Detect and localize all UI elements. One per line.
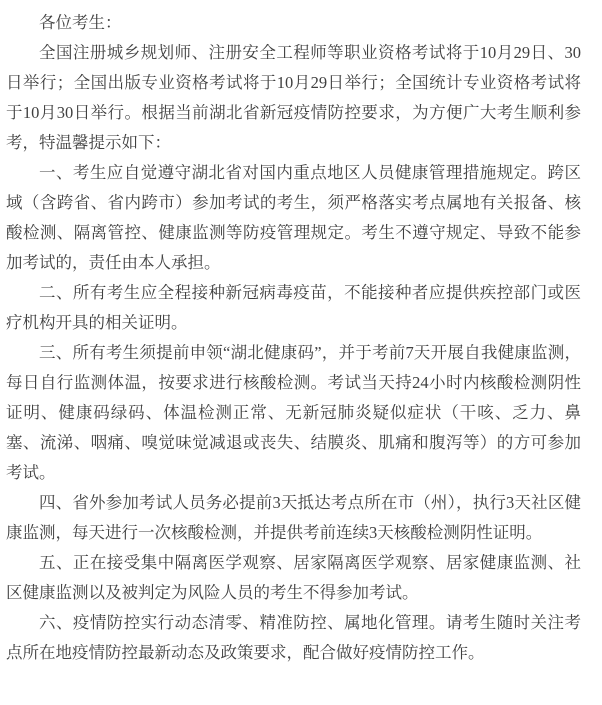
- intro-paragraph: 全国注册城乡规划师、注册安全工程师等职业资格考试将于10月29日、30日举行；全国出版专业资格考试将于10月29日举行；全国统计专业资格考试将于10月30日举行。根据当前湖北省新冠疫情防控要求，为方便广大考生顺利参考，特温馨提示如下：: [6, 43, 581, 152]
- salutation: 各位考生：: [39, 13, 122, 32]
- item-2-paragraph: 二、所有考生应全程接种新冠病毒疫苗，不能接种者应提供疾控部门或医疗机构开具的相关证明。: [6, 283, 581, 332]
- item-3-paragraph: 三、所有考生须提前申领“湖北健康码”，并于考前7天开展自我健康监测，每日自行监测体温，按要求进行核酸检测。考试当天持24小时内核酸检测阴性证明、健康码绿码、体温检测正常、无新冠肺炎疑似症状（干咳、乏力、鼻塞、流涕、咽痛、嗅觉味觉减退或丧失、结膜炎、肌痛和腹泻等）的方可参加考试。: [6, 343, 581, 482]
- item-5-paragraph: 五、正在接受集中隔离医学观察、居家隔离医学观察、居家健康监测、社区健康监测以及被判定为风险人员的考生不得参加考试。: [6, 553, 581, 602]
- item-6-paragraph: 六、疫情防控实行动态清零、精准防控、属地化管理。请考生随时关注考点所在地疫情防控最新动态及政策要求，配合做好疫情防控工作。: [6, 613, 581, 662]
- item-4-paragraph: 四、省外参加考试人员务必提前3天抵达考点所在市（州），执行3天社区健康监测，每天进行一次核酸检测，并提供考前连续3天核酸检测阴性证明。: [6, 493, 581, 542]
- item-1-paragraph: 一、考生应自觉遵守湖北省对国内重点地区人员健康管理措施规定。跨区域（含跨省、省内跨市）参加考试的考生，须严格落实考点属地有关报备、核酸检测、隔离管控、健康监测等防疫管理规定。考生不遵守规定、导致不能参加考试的，责任由本人承担。: [6, 163, 581, 272]
